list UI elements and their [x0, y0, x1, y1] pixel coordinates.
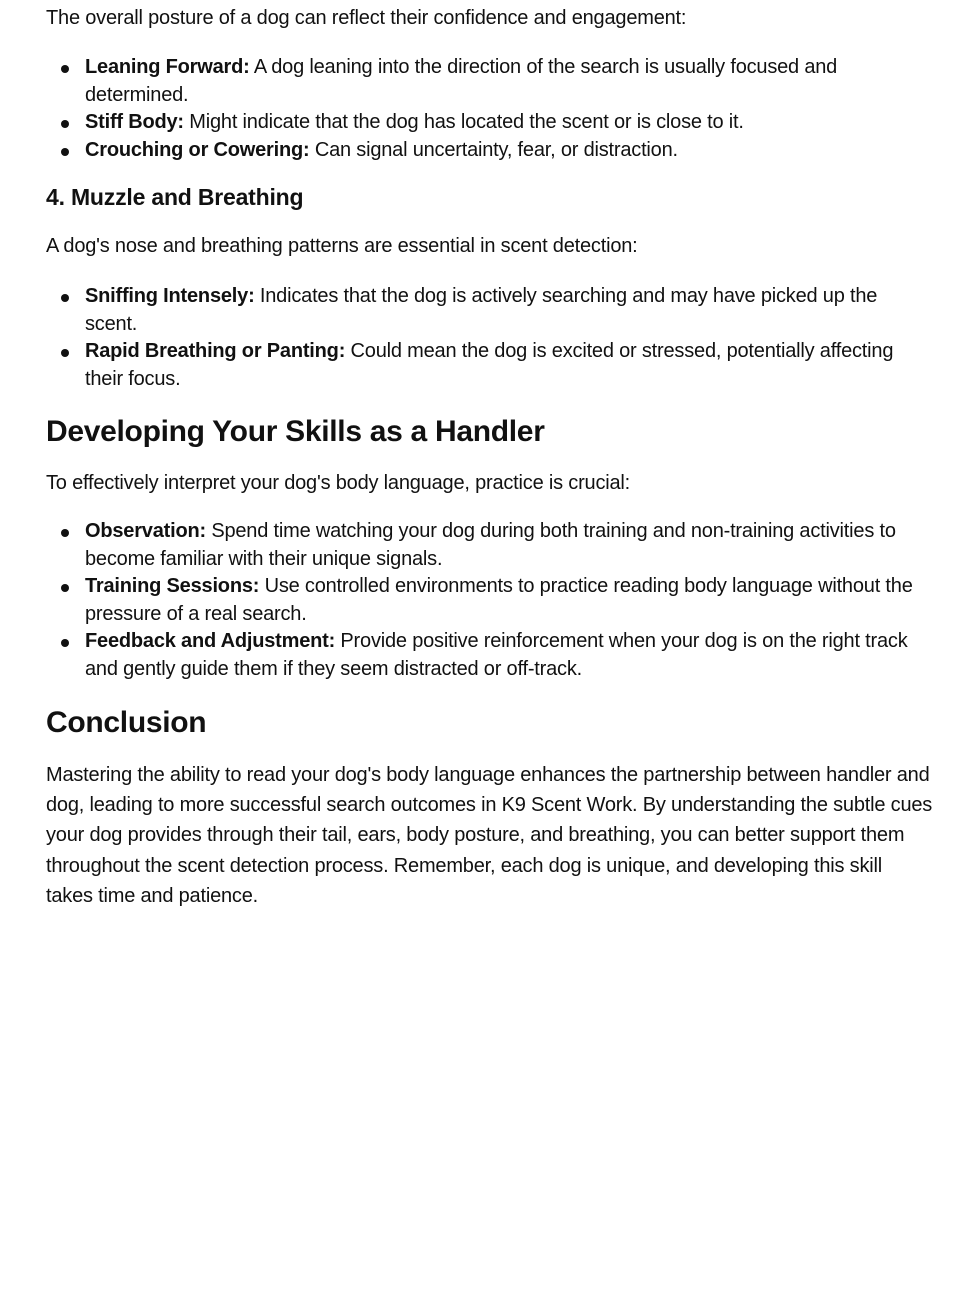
list-item	[46, 283, 934, 338]
muzzle-section	[46, 182, 934, 393]
list-item-term: Observation:	[85, 520, 206, 542]
list-item	[46, 338, 934, 393]
list-item-text: Indicates that the dog is actively searching and may have picked up the scent.	[85, 285, 878, 335]
muzzle-intro: A dog's nose and breathing patterns are essential in scent detection:	[46, 235, 638, 257]
posture-list	[46, 54, 934, 164]
list-item-term: Rapid Breathing or Panting:	[85, 340, 346, 362]
list-item	[46, 54, 934, 109]
section-heading: 4. Muzzle and Breathing	[46, 184, 304, 210]
list-item-term: Feedback and Adjustment:	[85, 630, 336, 652]
section-heading: Conclusion	[46, 706, 207, 739]
list-item-term: Stiff Body:	[85, 111, 184, 133]
list-item	[46, 137, 934, 165]
conclusion-section	[46, 704, 934, 911]
list-item	[46, 573, 934, 628]
conclusion-body: Mastering the ability to read your dog's body language enhances the partnership between handler and dog, leading to more successful search outcomes in K9 Scent Work. By understanding the subtle cues your dog provides through their tail, ears, body posture, and breathing, you can better support them throughout the scent detection process. Remember, each dog is unique, and developing this skill takes time and patience.	[46, 764, 933, 907]
list-item-term: Crouching or Cowering:	[85, 138, 310, 161]
list-item	[46, 628, 934, 683]
list-item-text: A dog leaning into the direction of the search is usually focused and determined.	[85, 56, 838, 106]
posture-intro: The overall posture of a dog can reflect their confidence and engagement:	[46, 7, 687, 29]
list-item-text: Use controlled environments to practice reading body language without the pressure of a real search.	[85, 575, 913, 625]
list-item-text: Could mean the dog is excited or stressed, potentially affecting their focus.	[85, 340, 894, 390]
list-item-text: Might indicate that the dog has located the scent or is close to it.	[183, 111, 744, 133]
list-item-term: Sniffing Intensely:	[85, 285, 255, 307]
list-item-text: Provide positive reinforcement when your dog is on the right track and gently guide them if they seem distracted or off-track.	[85, 630, 908, 680]
skills-list	[46, 518, 934, 683]
skills-intro: To effectively interpret your dog's body language, practice is crucial:	[46, 472, 631, 494]
skills-section	[46, 413, 934, 683]
list-item	[46, 109, 934, 137]
list-item-term: Leaning Forward:	[85, 56, 250, 78]
list-item-text: Spend time watching your dog during both training and non-training activities to become familiar with their unique signals.	[85, 520, 896, 570]
posture-section	[46, 0, 934, 164]
list-item-text: Can signal uncertainty, fear, or distraction.	[309, 138, 678, 161]
section-heading: Developing Your Skills as a Handler	[46, 415, 545, 448]
list-item	[46, 518, 934, 573]
list-item-term: Training Sessions:	[85, 575, 260, 597]
muzzle-list	[46, 283, 934, 393]
